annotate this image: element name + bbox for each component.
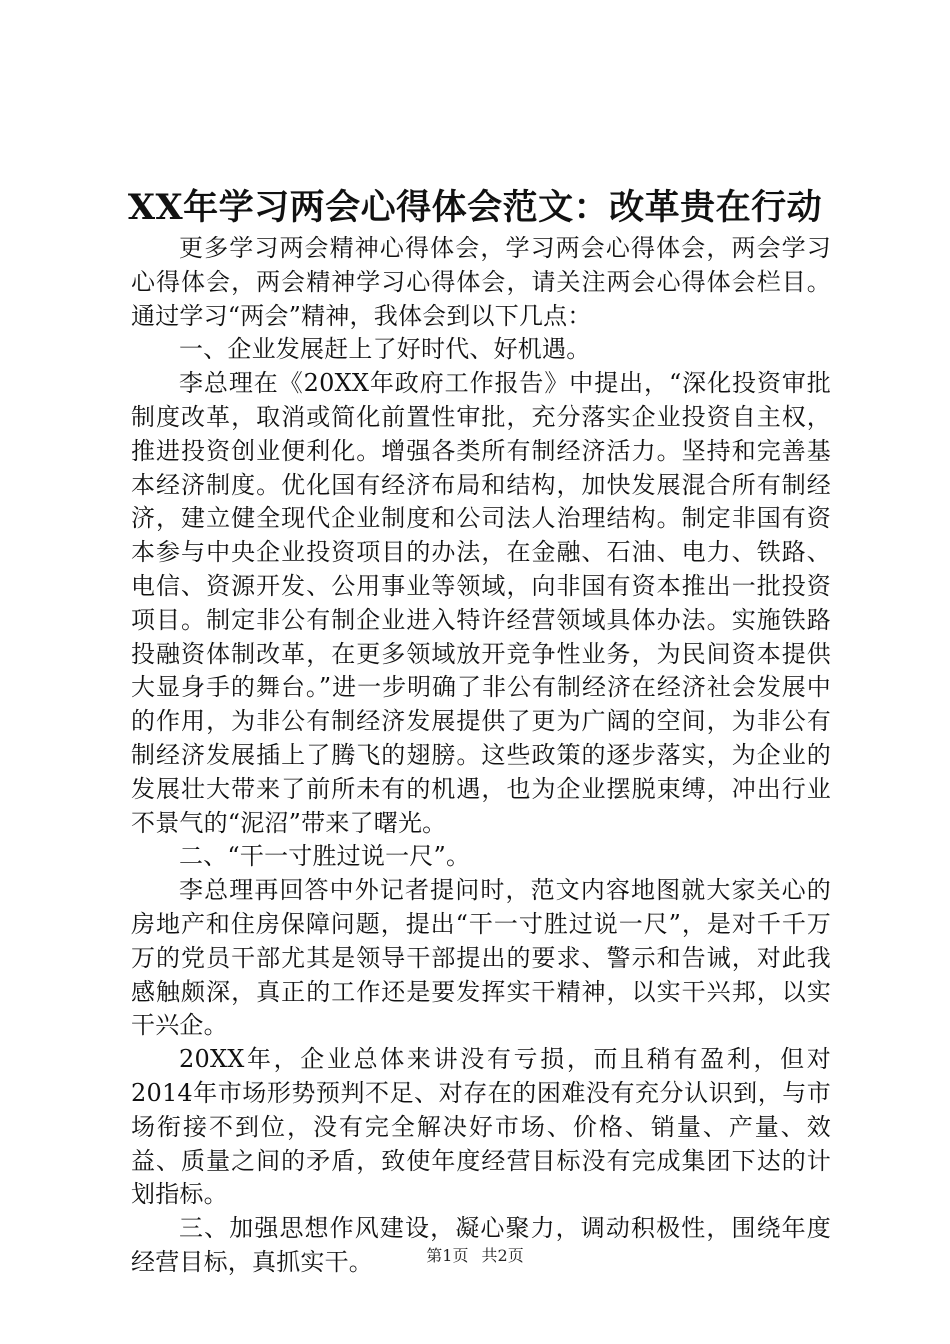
paragraph-press-conference: 李总理再回答中外记者提问时，范文内容地图就大家关心的房地产和住房保障问题，提出“干一寸胜过说一尺”，是对千千万万的党员干部尤其是领导干部提出的要求、警示和告诫，对此我感触颇深，真正的工作还是要发挥实干精神，以实干兴邦，以实干兴企。 xyxy=(131,876,831,1040)
total-pages: 共2页 xyxy=(481,1246,524,1265)
section-heading-1: 一、企业发展赶上了好时代、好机遇。 xyxy=(179,335,591,364)
document-title: XX年学习两会心得体会范文：改革贵在行动 xyxy=(127,187,823,228)
paragraph-intro: 更多学习两会精神心得体会，学习两会心得体会，两会学习心得体会，两会精神学习心得体会，请关注两会心得体会栏目。通过学习“两会”精神，我体会到以下几点： xyxy=(131,234,831,330)
paragraph-annual-review: 20XX年，企业总体来讲没有亏损，而且稍有盈利，但对2014年市场形势预判不足、对存在的困难没有充分认识到，与市场衔接不到位，没有完全解决好市场、价格、销量、产量、效益、质量之间的矛盾，致使年度经营目标没有完成集团下达的计划指标。 xyxy=(131,1045,831,1209)
section-heading-3: 三、加强思想作风建设，凝心聚力，调动积极性，围绕年度经营目标，真抓实干。 xyxy=(131,1214,831,1276)
page-number: 第1页 xyxy=(426,1246,469,1265)
document-body xyxy=(131,232,831,1280)
page-footer xyxy=(0,1244,950,1268)
section-heading-2: 二、“干一寸胜过说一尺”。 xyxy=(179,842,471,871)
paragraph-government-report: 李总理在《20XX年政府工作报告》中提出，“深化投资审批制度改革，取消或简化前置性审批，充分落实企业投资自主权，推进投资创业便利化。增强各类所有制经济活力。坚持和完善基本经济制度。优化国有经济布局和结构，加快发展混合所有制经济，建立健全现代企业制度和公司法人治理结构。制定非国有资本参与中央企业投资项目的办法，在金融、石油、电力、铁路、电信、资源开发、公用事业等领域，向非国有资本推出一批投资项目。制定非公有制企业进入特许经营领域具体办法。实施铁路投融资体制改革，在更多领域放开竞争性业务，为民间资本提供大显身手的舞台。”进一步明确了非公有制经济在经济社会发展中的作用，为非公有制经济发展提供了更为广阔的空间，为非公有制经济发展插上了腾飞的翅膀。这些政策的逐步落实，为企业的发展壮大带来了前所未有的机遇，也为企业摆脱束缚，冲出行业不景气的“泥沼”带来了曙光。 xyxy=(131,369,831,837)
